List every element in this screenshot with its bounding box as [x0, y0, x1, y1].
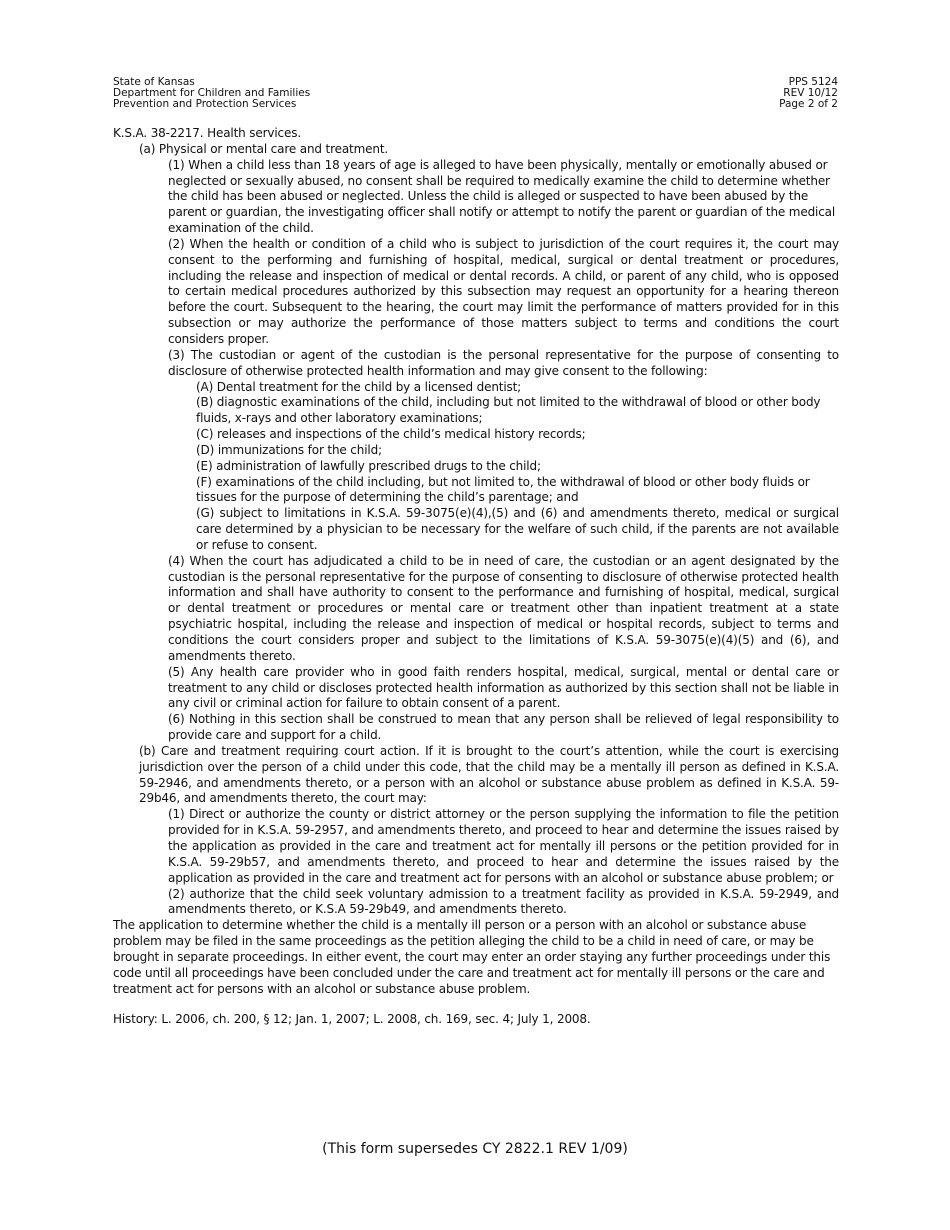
subsection-a-paragraph-1: (1) When a child less than 18 years of age is alleged to have been physically, mentally or emotionally abused or neglected or sexually abused, no consent shall be required to medically examine the child to determine whether the child has been abused or neglected. Unless the child is alleged or suspected to have been abused by the parent or guardian, the investigating officer shall notify or attempt to notify the parent or guardian of the medical examination of the child.	[168, 157, 836, 236]
subsection-a-paragraph-2: (2) When the health or condition of a child who is subject to jurisdiction of the court requires it, the court may consent to the performing and furnishing of hospital, medical, surgical or dental treatment or procedures, including the release and inspection of medical or dental records. A child, or parent of any child, who is opposed to certain medical procedures authorized by this subsection may request an opportunity for a hearing thereon before the court. Subsequent to the hearing, the court may limit the performance of matters provided for in this subsection or may authorize the performance of those matters subject to terms and conditions the court considers proper.	[168, 236, 839, 346]
subsection-a-paragraph-5: (5) Any health care provider who in good faith renders hospital, medical, surgical, mental or dental care or treatment to any child or discloses protected health information as authorized by this section shall not be liable in any civil or criminal action for failure to obtain consent of a parent.	[168, 664, 839, 711]
form-number: PPS 5124	[788, 76, 838, 88]
subsection-b-paragraph-2: (2) authorize that the child seek voluntary admission to a treatment facility as provided in K.S.A. 59-2949, and amendments thereto, or K.S.A 59-29b49, and amendments thereto.	[168, 886, 839, 917]
agency-line-state: State of Kansas	[113, 76, 195, 88]
agency-line-department: Department for Children and Families	[113, 87, 311, 99]
subsection-a-paragraph-4: (4) When the court has adjudicated a child to be in need of care, the custodian or an agent designated by the custodian is the personal representative for the purpose of consenting to disclosure of otherwise protected health information and shall have authority to consent to the performance and furnishing of hospital, medical, surgical or dental treatment or procedures or mental care or treatment other than inpatient treatment at a state psychiatric hospital, including the release and inspection of medical or hospital records, subject to terms and conditions the court considers proper and subject to the limitations of K.S.A. 59-3075(e)(4)(5) and (6), and amendments thereto.	[168, 553, 839, 663]
form-id-header	[700, 77, 838, 110]
statute-body	[113, 126, 839, 1028]
subsection-b-heading: (b) Care and treatment requiring court action. If it is brought to the court’s attention, while the court is exercising jurisdiction over the person of a child under this code, that the child may be a mentally ill person as defined in K.S.A. 59-2946, and amendments thereto, or a person with an alcohol or substance abuse problem as defined in K.S.A. 59-29b46, and amendments thereto, the court may:	[139, 743, 839, 806]
statute-history: History: L. 2006, ch. 200, § 12; Jan. 1, 2007; L. 2008, ch. 169, sec. 4; July 1, 2008.	[113, 1012, 591, 1027]
consent-item: (E) administration of lawfully prescribed drugs to the child;	[196, 458, 541, 473]
agency-header	[113, 77, 310, 110]
form-revision: REV 10/12	[783, 87, 838, 99]
consent-item: (D) immunizations for the child;	[196, 442, 382, 457]
consent-item: (F) examinations of the child including, but not limited to, the withdrawal of blood or other body fluids or tissues for the purpose of determining the child’s parentage; and	[196, 474, 810, 505]
closing-paragraph: The application to determine whether the child is a mentally ill person or a person with an alcohol or substance abuse problem may be filed in the same proceedings as the petition alleging the child to be a child in need of care, or may be brought in separate proceedings. In either event, the court may enter an order staying any further proceedings under this code until all proceedings have been concluded under the care and treatment act for mentally ill persons or the care and treatment act for persons with an alcohol or substance abuse problem.	[113, 918, 831, 996]
consent-item: (A) Dental treatment for the child by a licensed dentist;	[196, 379, 522, 394]
subsection-b-paragraph-1: (1) Direct or authorize the county or district attorney or the person supplying the information to file the petition provided for in K.S.A. 59-2957, and amendments thereto, and proceed to hear and determine the issues raised by the application as provided in the care and treatment act for mentally ill persons or the petition provided for in K.S.A. 59-29b57, and amendments thereto, and proceed to hear and determine the issues raised by the application as provided in the care and treatment act for persons with an alcohol or substance abuse problem; or	[168, 807, 839, 885]
statute-title: K.S.A. 38-2217. Health services.	[113, 126, 301, 140]
agency-line-division: Prevention and Protection Services	[113, 98, 297, 110]
subsection-a-paragraph-6: (6) Nothing in this section shall be construed to mean that any person shall be relieved of legal responsibility to provide care and support for a child.	[168, 712, 839, 743]
page-number: Page 2 of 2	[779, 98, 838, 110]
consent-item: (B) diagnostic examinations of the child, including but not limited to the withdrawal of blood or other body fluids, x-rays and other laboratory examinations;	[196, 395, 821, 426]
supersedes-footer: (This form supersedes CY 2822.1 REV 1/09)	[322, 1141, 628, 1157]
subsection-a-paragraph-3: (3) The custodian or agent of the custodian is the personal representative for the purpose of consenting to disclosure of otherwise protected health information and may give consent to the following:	[168, 347, 839, 378]
consent-item: (G) subject to limitations in K.S.A. 59-3075(e)(4),(5) and (6) and amendments thereto, medical or surgical care determined by a physician to be necessary for the welfare of such child, if the parents are not available or refuse to consent.	[196, 506, 839, 552]
consent-item: (C) releases and inspections of the child’s medical history records;	[196, 427, 586, 442]
subsection-a-heading: (a) Physical or mental care and treatment.	[139, 141, 389, 156]
